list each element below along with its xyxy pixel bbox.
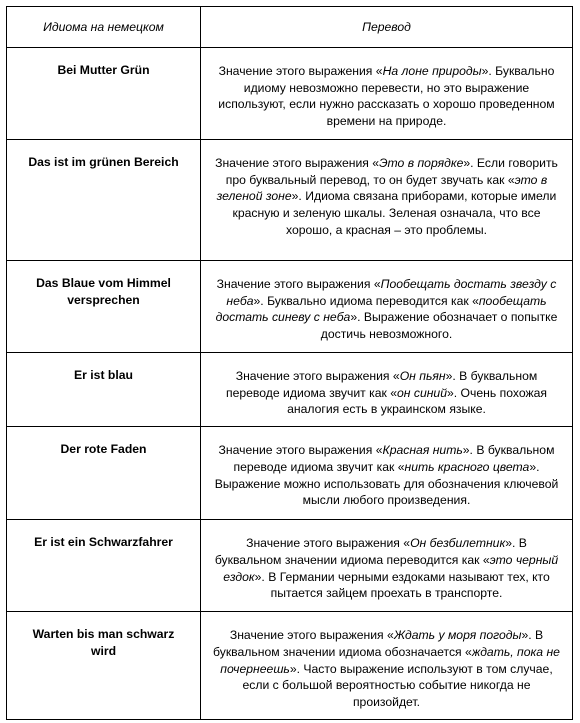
text-fragment: ». Буквально идиому невозможно перевести, но это выражение используют, если нужно рассказать о хорошо проведенном времени на природе. [218, 64, 555, 129]
text-fragment: ». В буквальном переводе идиома звучит как « [233, 443, 555, 474]
italic-phrase: Это в порядке [379, 156, 464, 170]
text-fragment: Значение этого выражения « [229, 628, 394, 643]
text-fragment: ». Часто выражение используют в том случае, если с большой вероятностью событие никогда не произойдет. [242, 661, 553, 709]
text-fragment: Значение этого выражения « [216, 277, 381, 291]
italic-phrase: он синий [396, 385, 447, 400]
table-row [7, 520, 573, 612]
idiom-cell: Warten bis man schwarz wird [7, 612, 201, 720]
table-header-row [7, 7, 573, 48]
idiom-cell: Das ist im grünen Bereich [7, 140, 201, 261]
translation-cell [201, 353, 573, 427]
table-row [7, 353, 573, 427]
text-fragment: ». Очень похожая аналогия есть в украинском языке. [287, 385, 547, 417]
translation-cell [201, 520, 573, 612]
table-row [7, 427, 573, 520]
italic-phrase: Он безбилетник [410, 536, 506, 551]
italic-phrase: ждать, пока не почернеешь [220, 644, 560, 676]
italic-phrase: нить красного цвета [404, 459, 530, 474]
translation-cell [201, 140, 573, 261]
text-fragment: ». В буквальном значении идиома обозначается « [213, 628, 544, 659]
italic-phrase: На лоне природы [382, 64, 482, 78]
idiom-table [6, 6, 573, 720]
italic-phrase: Он пьян [399, 369, 446, 383]
idiom-cell: Er ist ein Schwarzfahrer [7, 520, 201, 612]
text-fragment: Значение этого выражения « [246, 536, 411, 551]
translation-cell [201, 427, 573, 520]
table-row [7, 612, 573, 720]
text-fragment: ». В Германии черными ездоками называют тех, кто пытается зайцем проехать в транспорте. [254, 569, 550, 601]
italic-phrase: это в зеленой зоне [216, 172, 548, 204]
italic-phrase: это черный ездок [223, 552, 559, 584]
italic-phrase: пообещать достать синеву с неба [215, 293, 547, 325]
text-fragment: ». Идиома связана приборами, которые имели красную и зеленую шкалы. Зеленая означала, что все хорошо, а красная – это проблемы. [232, 189, 557, 237]
text-fragment: ». В буквальном значении идиома переводится как « [214, 536, 527, 567]
table-row [7, 140, 573, 261]
header-idiom: Идиома на немецком [7, 7, 201, 48]
text-fragment: Значение этого выражения « [218, 443, 383, 458]
text-fragment: ». Буквально идиома переводится как « [253, 293, 479, 308]
header-translation: Перевод [201, 7, 573, 48]
translation-cell [201, 48, 573, 140]
table-row [7, 261, 573, 353]
text-fragment: ». Выражение можно использовать для обозначения ключевой мысли любого произведения. [214, 459, 559, 508]
idiom-cell: Bei Mutter Grün [7, 48, 201, 140]
italic-phrase: Пообещать достать звезду с неба [226, 277, 557, 308]
idiom-cell: Der rote Faden [7, 427, 201, 520]
text-fragment: Значение этого выражения « [218, 64, 383, 78]
translation-cell [201, 612, 573, 720]
italic-phrase: Ждать у моря погоды [393, 628, 522, 643]
italic-phrase: Красная нить [382, 443, 463, 458]
table-row [7, 48, 573, 140]
text-fragment: ». Если говорить про буквальный перевод, то он будет звучать как « [225, 156, 558, 187]
text-fragment: Значение этого выражения « [235, 369, 400, 383]
translation-cell [201, 261, 573, 353]
text-fragment: ». В буквальном переводе идиома звучит как « [225, 369, 538, 400]
text-fragment: ». Выражение обозначает о попытке достичь невозможного. [320, 310, 558, 342]
idiom-cell: Das Blaue vom Himmel versprechen [7, 261, 201, 353]
idiom-cell: Er ist blau [7, 353, 201, 427]
text-fragment: Значение этого выражения « [215, 156, 380, 170]
